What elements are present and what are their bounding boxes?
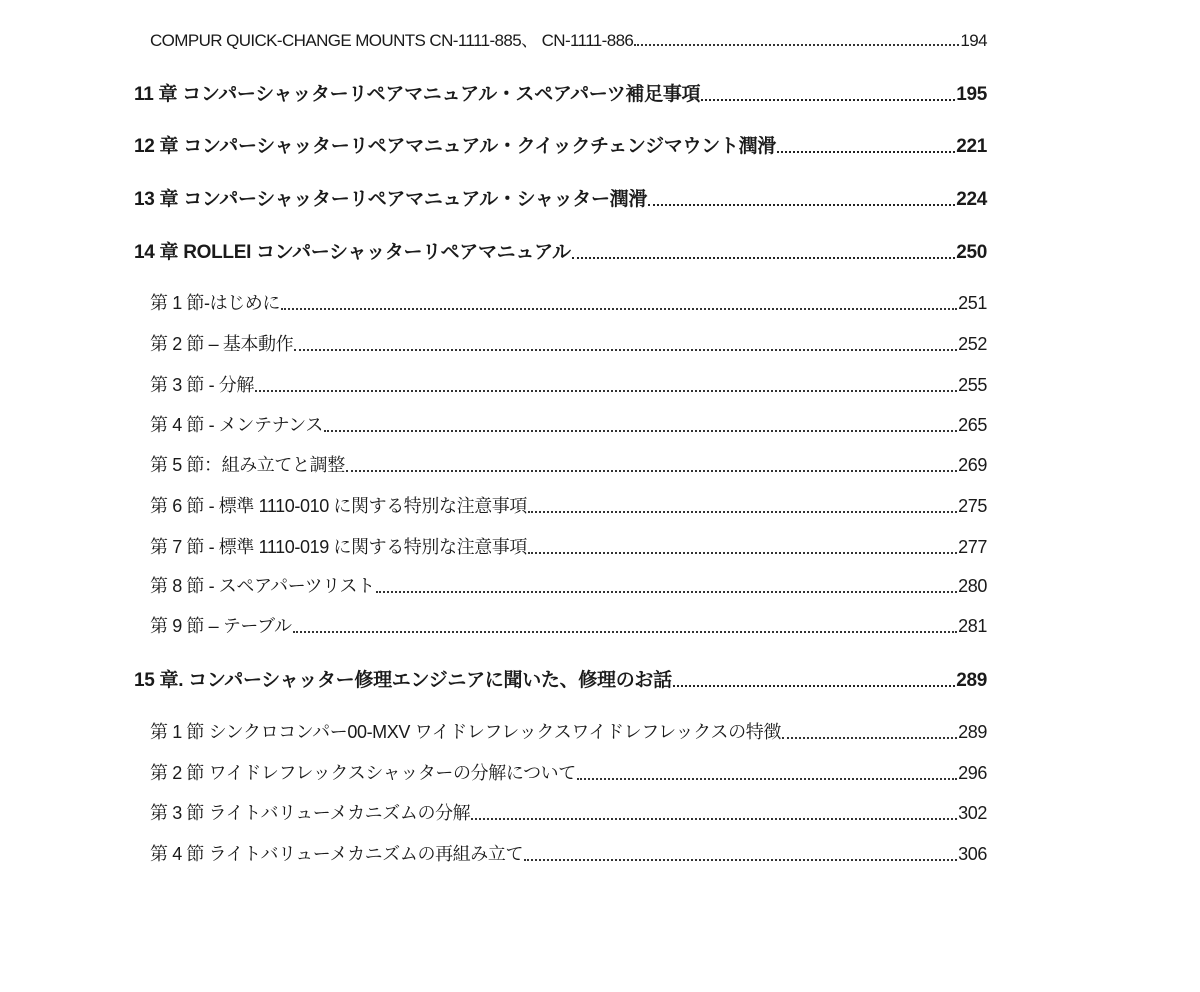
toc-chapter-entry[interactable]	[134, 184, 987, 211]
toc-page-number: 224	[956, 189, 987, 210]
toc-page-number: 221	[956, 136, 987, 157]
toc-entry-title: 12 章 コンパーシャッターリペアマニュアル・クイックチェンジマウント潤滑	[134, 136, 776, 157]
toc-entry-title: 第 6 節 - 標準 1110-010 に関する特別な注意事項	[150, 496, 528, 516]
toc-section-entry[interactable]	[150, 289, 987, 315]
toc-entry-title: 11 章 コンパーシャッターリペアマニュアル・スペアパーツ補足事項	[134, 84, 701, 105]
toc-entry-title: 第 4 節 - メンテナンス	[150, 415, 323, 435]
toc-section-entry[interactable]	[150, 718, 987, 744]
toc-section-entry[interactable]	[150, 26, 987, 51]
toc-page-number: 255	[958, 375, 987, 395]
toc-section-entry[interactable]	[150, 451, 987, 477]
toc-section-entry[interactable]	[150, 371, 987, 397]
dot-leader	[294, 349, 957, 351]
toc-section-entry[interactable]	[150, 411, 987, 437]
toc-page-number: 289	[958, 722, 987, 742]
toc-section-entry[interactable]	[150, 492, 987, 518]
toc-section-entry[interactable]	[150, 840, 987, 866]
dot-leader	[255, 390, 957, 392]
toc-page-number: 289	[956, 670, 987, 691]
dot-leader	[673, 685, 955, 687]
toc-page-number: 269	[958, 455, 987, 475]
dot-leader	[577, 778, 957, 780]
dot-leader	[281, 308, 957, 310]
toc-entry-title: 14 章 ROLLEI コンパーシャッターリペアマニュアル	[134, 242, 571, 263]
toc-entry-title: 第 7 節 - 標準 1110-019 に関する特別な注意事項	[150, 537, 528, 557]
toc-entry-title: 第 5 節：組み立てと調整	[150, 455, 345, 475]
dot-leader	[293, 631, 958, 633]
toc-page-number: 265	[958, 415, 987, 435]
dot-leader	[346, 470, 957, 472]
toc-chapter-entry[interactable]	[134, 237, 987, 264]
dot-leader	[782, 737, 957, 739]
toc-page-number: 275	[958, 496, 987, 516]
toc-entry-title: 第 2 節 – 基本動作	[150, 334, 294, 354]
dot-leader	[648, 204, 955, 206]
dot-leader	[324, 430, 957, 432]
toc-page-number: 277	[958, 537, 987, 557]
toc-section-entry[interactable]	[150, 612, 987, 638]
toc-page-number: 296	[958, 763, 987, 783]
dot-leader	[701, 99, 955, 101]
dot-leader	[376, 591, 957, 593]
toc-section-entry[interactable]	[150, 533, 987, 559]
toc-entry-title: 第 1 節 シンクロコンパー00-MXV ワイドレフレックスワイドレフレックスの特徴	[150, 722, 781, 742]
toc-section-entry[interactable]	[150, 330, 987, 356]
toc-entry-title: COMPUR QUICK-CHANGE MOUNTS CN-1111-885、 CN-1111-886	[150, 31, 634, 50]
toc-section-entry[interactable]	[150, 572, 987, 598]
dot-leader	[471, 818, 957, 820]
toc-section-entry[interactable]	[150, 759, 987, 785]
toc-entry-title: 第 8 節 - スペアパーツリスト	[150, 576, 375, 596]
toc-entry-title: 15 章. コンパーシャッター修理エンジニアに聞いた、修理のお話	[134, 670, 672, 691]
toc-page-number: 195	[956, 84, 987, 105]
toc-entry-title: 第 1 節-はじめに	[150, 293, 281, 313]
toc-entry-title: 第 4 節 ライトバリューメカニズムの再組み立て	[150, 844, 524, 864]
toc-page-number: 306	[958, 844, 987, 864]
toc-entry-title: 第 2 節 ワイドレフレックスシャッターの分解について	[150, 763, 576, 783]
dot-leader	[528, 511, 957, 513]
toc-page-number: 280	[958, 576, 987, 596]
toc-page-number: 194	[960, 31, 987, 50]
dot-leader	[524, 859, 957, 861]
toc-entry-title: 第 3 節 - 分解	[150, 375, 255, 395]
toc-page-number: 302	[958, 803, 987, 823]
toc-chapter-entry[interactable]	[134, 665, 987, 692]
toc-chapter-entry[interactable]	[134, 131, 987, 158]
dot-leader	[528, 552, 957, 554]
dot-leader	[777, 151, 955, 153]
dot-leader	[572, 257, 955, 259]
toc-entry-title: 第 3 節 ライトバリューメカニズムの分解	[150, 803, 471, 823]
toc-entry-title: 第 9 節 – テーブル	[150, 616, 292, 636]
toc-page-number: 250	[956, 242, 987, 263]
toc-page-number: 252	[958, 334, 987, 354]
toc-page-number: 251	[958, 293, 987, 313]
toc-chapter-entry[interactable]	[134, 79, 987, 106]
toc-entry-title: 13 章 コンパーシャッターリペアマニュアル・シャッター潤滑	[134, 189, 648, 210]
dot-leader	[634, 44, 959, 46]
toc-page-number: 281	[958, 616, 987, 636]
toc-section-entry[interactable]	[150, 799, 987, 825]
